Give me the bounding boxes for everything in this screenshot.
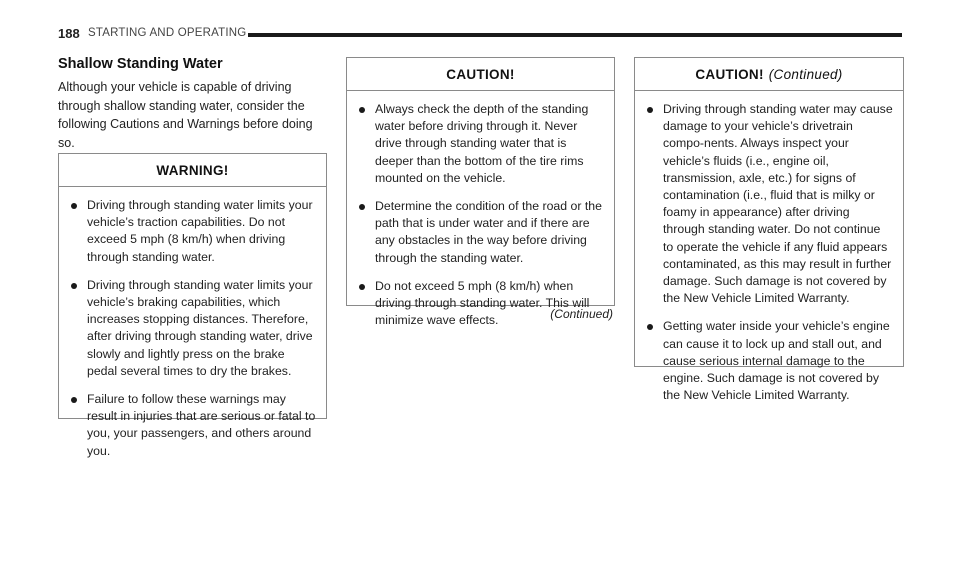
page-header <box>58 26 902 46</box>
bullet-icon <box>71 203 77 209</box>
header-rule <box>248 33 902 37</box>
section-heading: Shallow Standing Water <box>58 56 223 72</box>
warning-title-text: WARNING! <box>156 162 229 178</box>
intro-paragraph: Although your vehicle is capable of driving through shallow standing water, consider the following Cautions and Warnings before doing so. <box>58 80 313 150</box>
caution-continued-suffix: (Continued) <box>768 66 843 82</box>
warning-item <box>69 277 316 380</box>
caution-item <box>357 278 604 330</box>
warning-item-text: Driving through standing water limits your vehicle’s traction capabilities. Do not exceed 5 mph (8 km/h) when driving through standing water. <box>87 198 313 264</box>
caution-continued-list <box>635 91 903 419</box>
page-number: 188 <box>58 26 80 41</box>
caution-continued-title-text: CAUTION! <box>695 66 764 82</box>
warning-item-text: Failure to follow these warnings may result in injuries that are serious or fatal to you, your passengers, and others around you. <box>87 392 316 458</box>
caution-item-text: Getting water inside your vehicle’s engine can cause it to lock up and stall out, and cause serious internal damage to the engine. Such damage is not covered by the New Vehicle Limited Warranty. <box>663 319 890 403</box>
bullet-icon <box>359 107 365 113</box>
warning-item <box>69 197 316 266</box>
caution-item-text: Always check the depth of the standing water before driving through it. Never drive through standing water that is deeper than the bottom of the tire rims mounted on the vehicle. <box>375 102 589 185</box>
bullet-icon <box>71 397 77 403</box>
caution-item <box>357 101 604 187</box>
caution-title-text: CAUTION! <box>446 66 515 82</box>
section-title: STARTING AND OPERATING <box>88 27 247 39</box>
caution-item <box>357 198 604 267</box>
warning-title <box>59 154 326 187</box>
bullet-icon <box>359 204 365 210</box>
caution-item-text: Driving through standing water may cause damage to your vehicle’s drivetrain compo-nents. Always inspect your vehicle’s fluids (i.e., engine oil, transmission, axle, etc.) for signs of contamination (i.e., fluid that is milky or foamy in appearance) after driving through standing water. Do not continue to operate the vehicle if any fluid appears contaminated, as this may result in further damage. Such damage is not covered by the New Vehicle Limited Warranty. <box>663 102 893 306</box>
bullet-icon <box>359 284 365 290</box>
caution-item-text: Determine the condition of the road or the path that is under water and if there are any obstacles in the way before driving through the standing water. <box>375 199 602 265</box>
bullet-icon <box>71 283 77 289</box>
caution-continued-title <box>635 58 903 91</box>
continued-label: (Continued) <box>550 307 613 321</box>
caution-item <box>645 318 893 404</box>
caution-continued-box <box>634 57 904 403</box>
warning-item <box>69 391 316 460</box>
bullet-icon <box>647 324 653 330</box>
warning-box <box>58 153 327 458</box>
warning-list <box>59 187 326 475</box>
caution-item-text: Do not exceed 5 mph (8 km/h) when driving through standing water. This will minimize wave effects. <box>375 278 590 328</box>
bullet-icon <box>647 107 653 113</box>
warning-item-text: Driving through standing water limits your vehicle’s braking capabilities, which increases stopping distances. Therefore, after driving through standing water, drive slowly and lightly press on the brake pedal several times to dry the brakes. <box>87 277 313 378</box>
caution-title <box>347 58 614 91</box>
caution-item <box>645 101 893 307</box>
